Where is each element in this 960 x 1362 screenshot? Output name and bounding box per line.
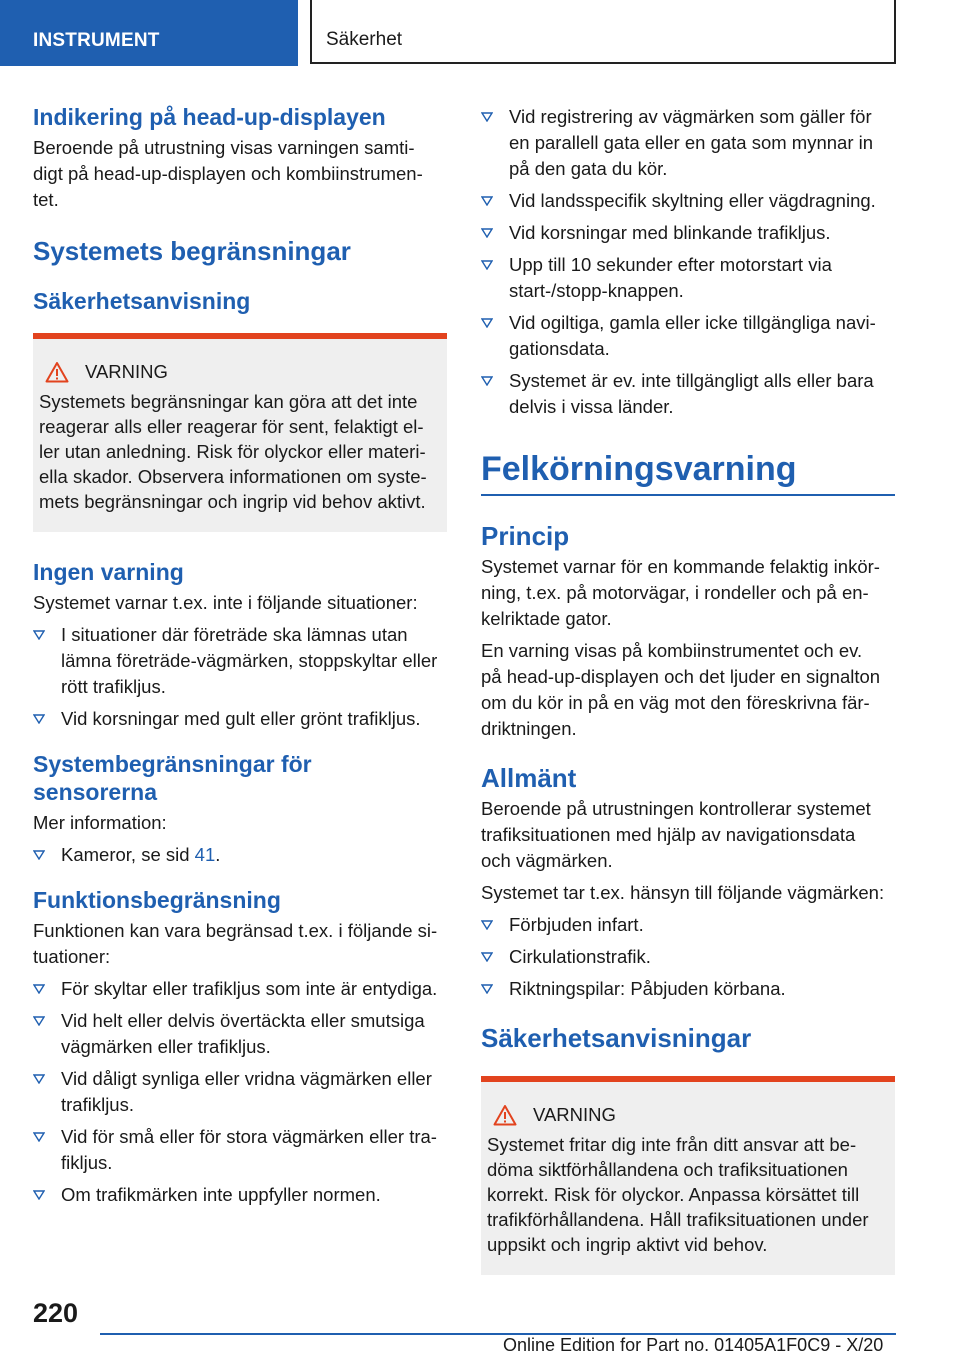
warning-triangle-icon	[493, 1104, 517, 1126]
text-line: För skyltar eller trafikljus som inte är entydiga.	[61, 978, 438, 999]
text-line: Vid landsspecifik skyltning eller vägdragning.	[509, 190, 876, 211]
text-line: på den gata du kör.	[509, 158, 668, 179]
list-item	[481, 252, 895, 304]
warning-text	[487, 1132, 887, 1257]
text-line: Riktningspilar: Påbjuden körbana.	[509, 978, 786, 999]
text-line: vägmärken eller trafikljus.	[61, 1036, 271, 1057]
text-line: Vid korsningar med blinkande trafikljus.	[509, 222, 831, 243]
list-item	[33, 622, 447, 700]
text-line: fikljus.	[61, 1152, 113, 1173]
edition-text: Online Edition for Part no. 01405A1F0C9 - X/20	[503, 1335, 884, 1355]
bullet-triangle-icon	[33, 1132, 45, 1142]
list-item	[481, 310, 895, 362]
list-item	[33, 1124, 447, 1176]
text-line: digt på head-up-displayen och kombiinstrumen-	[33, 163, 423, 184]
list-item	[481, 976, 895, 1002]
text-line: Vid registrering av vägmärken som gäller för	[509, 106, 872, 127]
text-line: tuationer:	[33, 946, 111, 967]
bullet-triangle-icon	[481, 376, 493, 386]
hud-text	[33, 135, 447, 213]
list-item	[481, 104, 895, 182]
list-item	[481, 944, 895, 970]
heading-line: Systembegränsningar för	[33, 751, 312, 777]
text-line: Vid ogiltiga, gamla eller icke tillgängliga navi-	[509, 312, 876, 333]
heading-rule	[481, 494, 895, 496]
text-line: Vid helt eller delvis övertäckta eller smutsiga	[61, 1010, 425, 1031]
text-line: Förbjuden infart.	[509, 914, 644, 935]
text-line: gationsdata.	[509, 338, 610, 359]
princip-heading: Princip	[481, 521, 570, 551]
warning-box	[481, 1076, 895, 1275]
bullet-triangle-icon	[481, 984, 493, 994]
bullet-triangle-icon	[33, 1190, 45, 1200]
text-line: och vägmärken.	[481, 850, 613, 871]
bullet-triangle-icon	[481, 952, 493, 962]
text-line: uppsikt och ingrip aktivt vid behov.	[487, 1234, 768, 1255]
allmant-p2: Systemet tar t.ex. hänsyn till följande vägmärken:	[481, 882, 885, 903]
section-title: Säkerhet	[310, 0, 896, 64]
list-item	[481, 368, 895, 420]
func-intro	[33, 918, 447, 970]
text-line: start-/stopp-knappen.	[509, 280, 684, 301]
list-item	[33, 1066, 447, 1118]
warning-box	[33, 333, 447, 532]
allmant-list	[481, 912, 895, 1002]
sensor-item-text: Kameror, se sid	[61, 844, 195, 865]
text-line: Funktionen kan vara begränsad t.ex. i följande si-	[33, 920, 438, 941]
text-line: Om trafikmärken inte uppfyller normen.	[61, 1184, 381, 1205]
text-line: tet.	[33, 189, 59, 210]
bullet-triangle-icon	[33, 714, 45, 724]
list-item	[481, 912, 895, 938]
bullet-triangle-icon	[33, 630, 45, 640]
text-line: ella skador. Observera informationen om syste-	[39, 466, 427, 487]
text-line: om du kör in på en väg mot den föreskrivna fär-	[481, 692, 870, 713]
text-line: Cirkulationstrafik.	[509, 946, 651, 967]
text-line: reagerar alls eller reagerar för sent, felaktigt el-	[39, 416, 424, 437]
text-line: ler utan anledning. Risk för olyckor eller materi-	[39, 441, 426, 462]
text-line: Systemets begränsningar kan göra att det inte	[39, 391, 418, 412]
text-line: Upp till 10 sekunder efter motorstart via	[509, 254, 832, 275]
warning-text	[39, 389, 439, 514]
allmant-heading: Allmänt	[481, 763, 577, 793]
bullet-triangle-icon	[481, 318, 493, 328]
text-line: mets begränsningar och ingrip vid behov aktivt.	[39, 491, 426, 512]
text-line: Vid för små eller för stora vägmärken eller tra-	[61, 1126, 437, 1147]
bullet-triangle-icon	[481, 920, 493, 930]
text-line: Systemet varnar för en kommande felaktig inkör-	[481, 556, 880, 577]
text-line: rött trafikljus.	[61, 676, 166, 697]
text-line: ning, t.ex. på motorvägar, i rondeller och på en-	[481, 582, 869, 603]
princip-p2	[481, 638, 895, 742]
sensor-intro: Mer information:	[33, 812, 167, 833]
allmant-p1	[481, 796, 895, 874]
bullet-triangle-icon	[481, 260, 493, 270]
func-list	[33, 976, 447, 1208]
text-line: korrekt. Risk för olyckor. Anpassa körsättet till	[487, 1184, 860, 1205]
text-line: trafikförhållandena. Håll trafiksituationen under	[487, 1209, 869, 1230]
warning-title	[39, 359, 439, 385]
text-line: delvis i vissa länder.	[509, 396, 674, 417]
bullet-triangle-icon	[33, 1074, 45, 1084]
text-line: Systemet är ev. inte tillgängligt alls eller bara	[509, 370, 874, 391]
list-item	[481, 220, 895, 246]
warning-label: VARNING	[85, 361, 168, 382]
chapter-tab[interactable]: INSTRUMENT	[0, 0, 298, 66]
text-line: Beroende på utrustningen kontrollerar systemet	[481, 798, 871, 819]
text-line: en parallell gata eller en gata som mynnar in	[509, 132, 874, 153]
heading-line: sensorerna	[33, 779, 158, 805]
no-warning-list	[33, 622, 447, 732]
bullet-triangle-icon	[481, 196, 493, 206]
list-item	[33, 1182, 447, 1208]
func-heading: Funktionsbegränsning	[33, 887, 281, 913]
text-line: lämna företräde-vägmärken, stoppskyltar eller	[61, 650, 438, 671]
warning-label: VARNING	[533, 1104, 616, 1125]
bullet-triangle-icon	[33, 984, 45, 994]
list-item	[481, 188, 895, 214]
sensor-item-end: .	[215, 844, 221, 865]
continued-list	[481, 104, 895, 420]
page-header	[0, 0, 960, 66]
warning-triangle-icon	[45, 361, 69, 383]
left-column	[33, 100, 447, 1214]
text-line: Systemet fritar dig inte från ditt ansvar att be-	[487, 1134, 857, 1155]
list-item	[33, 842, 447, 868]
hud-heading: Indikering på head-up-displayen	[33, 104, 386, 130]
text-line: I situationer där företräde ska lämnas utan	[61, 624, 408, 645]
text-line: kelriktade gator.	[481, 608, 612, 629]
no-warning-intro: Systemet varnar t.ex. inte i följande situationer:	[33, 592, 418, 613]
princip-p1	[481, 554, 895, 632]
page-link[interactable]: 41	[194, 844, 216, 865]
list-item	[33, 976, 447, 1002]
text-line: Vid dåligt synliga eller vridna vägmärken eller	[61, 1068, 432, 1089]
sensor-list	[33, 842, 447, 868]
text-line: döma siktförhållandena och trafiksituationen	[487, 1159, 848, 1180]
limits-heading: Systemets begränsningar	[33, 236, 351, 266]
bullet-triangle-icon	[481, 112, 493, 122]
text-line: trafikljus.	[61, 1094, 134, 1115]
text-line: Beroende på utrustning visas varningen samti-	[33, 137, 415, 158]
safety2-heading: Säkerhetsanvisningar	[481, 1023, 752, 1053]
felk-heading: Felkörningsvarning	[481, 450, 797, 488]
text-line: Vid korsningar med gult eller grönt trafikljus.	[61, 708, 421, 729]
text-line: på head-up-displayen och det ljuder en signalton	[481, 666, 881, 687]
page-number: 220	[33, 1298, 79, 1328]
bullet-triangle-icon	[481, 228, 493, 238]
no-warning-heading: Ingen varning	[33, 559, 184, 585]
list-item	[33, 1008, 447, 1060]
sensor-heading	[33, 750, 447, 806]
bullet-triangle-icon	[33, 1016, 45, 1026]
text-line: driktningen.	[481, 718, 577, 739]
bullet-triangle-icon	[33, 850, 45, 860]
safety-heading: Säkerhetsanvisning	[33, 288, 251, 314]
warning-title	[487, 1102, 887, 1128]
text-line: En varning visas på kombiinstrumentet och ev.	[481, 640, 863, 661]
list-item	[33, 706, 447, 732]
text-line: trafiksituationen med hjälp av navigationsdata	[481, 824, 856, 845]
right-column	[481, 104, 895, 1275]
